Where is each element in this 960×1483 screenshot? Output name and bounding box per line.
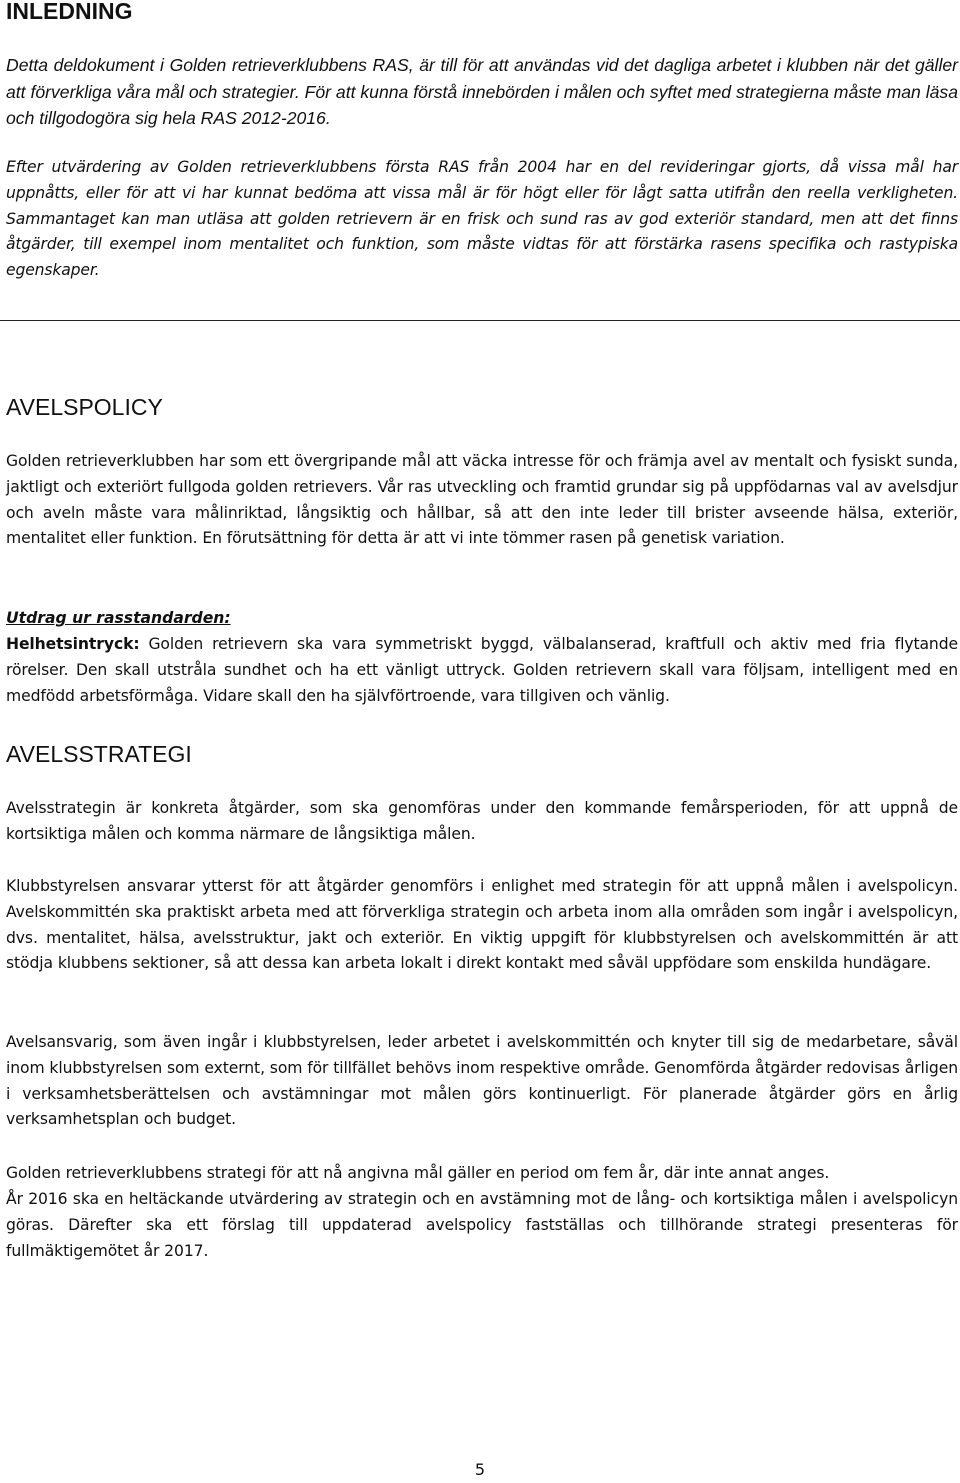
- intro-paragraph-1: Detta deldokument i Golden retrieverklubbens RAS, är till för att användas vid det dagliga arbetet i klubben när det gäller att förverkliga våra mål och strategier. För att kunna förstå innebörden i målen och syftet med strategierna måste man läsa och tillgodogöra sig hela RAS 2012-2016.: [6, 55, 958, 128]
- intro-paragraph-2: Efter utvärdering av Golden retrieverklubbens första RAS från 2004 har en del revideringar gjorts, då vissa mål har uppnåtts, eller för att vi har kunnat bedöma att vissa mål är för högt eller för lågt satta utifrån den reella verkligheten. Sammantaget kan man utläsa att golden retrievern är en frisk och sund ras av god exteriör standard, men att det finns åtgärder, till exempel inom mentalitet och funktion, som måste vidtas för att förstärka rasens specifika och rastypiska egenskaper.: [6, 158, 958, 280]
- avelsstrategi-heading: AVELSSTRATEGI: [6, 741, 192, 767]
- intro-heading: INLEDNING: [6, 0, 133, 24]
- avelspolicy-paragraph: Golden retrieverklubben har som ett övergripande mål att väcka intresse för och främja avel av mentalt och fysiskt sunda, jaktligt och exteriört fullgoda golden retrievers. Vår ras utveckling och framtid grundar sig på uppfödarnas val av avelsdjur och aveln måste vara målinriktad, långsiktig och hållbar, så att den inte leder till brister avseende hälsa, exteriör, mentalitet eller funktion. En förutsättning för detta är att vi inte tömmer rasen på genetisk variation.: [6, 452, 958, 548]
- avelsstrategi-paragraph-4a: Golden retrieverklubbens strategi för att nå angivna mål gäller en period om fem år, där inte annat anges.: [6, 1164, 830, 1182]
- overall-impression-text: Golden retrievern ska vara symmetriskt byggd, välbalanserad, kraftfull och aktiv med fria flytande rörelser. Den skall utstråla sundhet och ha ett vänligt uttryck. Golden retrievern skall vara följsam, intelligent med en medfödd arbetsförmåga. Vidare skall den ha självförtroende, vara tillgiven och vänlig.: [6, 635, 958, 705]
- avelsstrategi-paragraph-1: Avelsstrategin är konkreta åtgärder, som ska genomföras under den kommande femårsperioden, för att uppnå de kortsiktiga målen och komma närmare de långsiktiga målen.: [6, 799, 958, 843]
- avelspolicy-heading: AVELSPOLICY: [6, 394, 163, 420]
- page-number: 5: [474, 1460, 486, 1479]
- avelsstrategi-paragraph-4b: År 2016 ska en heltäckande utvärdering av strategin och en avstämning mot de lång- och kortsiktiga målen i avelspolicyn göras. Därefter ska ett förslag till uppdaterad avelspolicy fastställas och tillhörande strategi presenteras för fullmäktigemötet år 2017.: [6, 1190, 958, 1260]
- overall-impression-paragraph: [6, 632, 958, 709]
- section-divider: [0, 320, 960, 321]
- avelsstrategi-paragraph-2: Klubbstyrelsen ansvarar ytterst för att åtgärder genomförs i enlighet med strategin för att uppnå målen i avelspolicyn. Avelskommittén ska praktiskt arbeta med att förverkliga strategin och arbeta inom alla områden som ingår i avelspolicyn, dvs. mentalitet, hälsa, avelsstruktur, jakt och exteriör. En viktig uppgift för klubbstyrelsen och avelskommittén är att stödja klubbens sektioner, så att dessa kan arbeta lokalt i direkt kontakt med såväl uppfödare som enskilda hundägare.: [6, 877, 958, 973]
- avelsstrategi-paragraph-3: Avelsansvarig, som även ingår i klubbstyrelsen, leder arbetet i avelskommittén och knyter till sig de medarbetare, såväl inom klubbstyrelsen som externt, som för tillfället behövs inom respektive område. Genomförda åtgärder redovisas årligen i verksamhetsberättelsen och avstämningar mot målen görs kontinuerligt. För planerade åtgärder görs en årlig verksamhetsplan och budget.: [6, 1033, 958, 1129]
- overall-impression-label: Helhetsintryck:: [6, 635, 140, 653]
- standard-excerpt-title: Utdrag ur rasstandarden:: [6, 609, 231, 627]
